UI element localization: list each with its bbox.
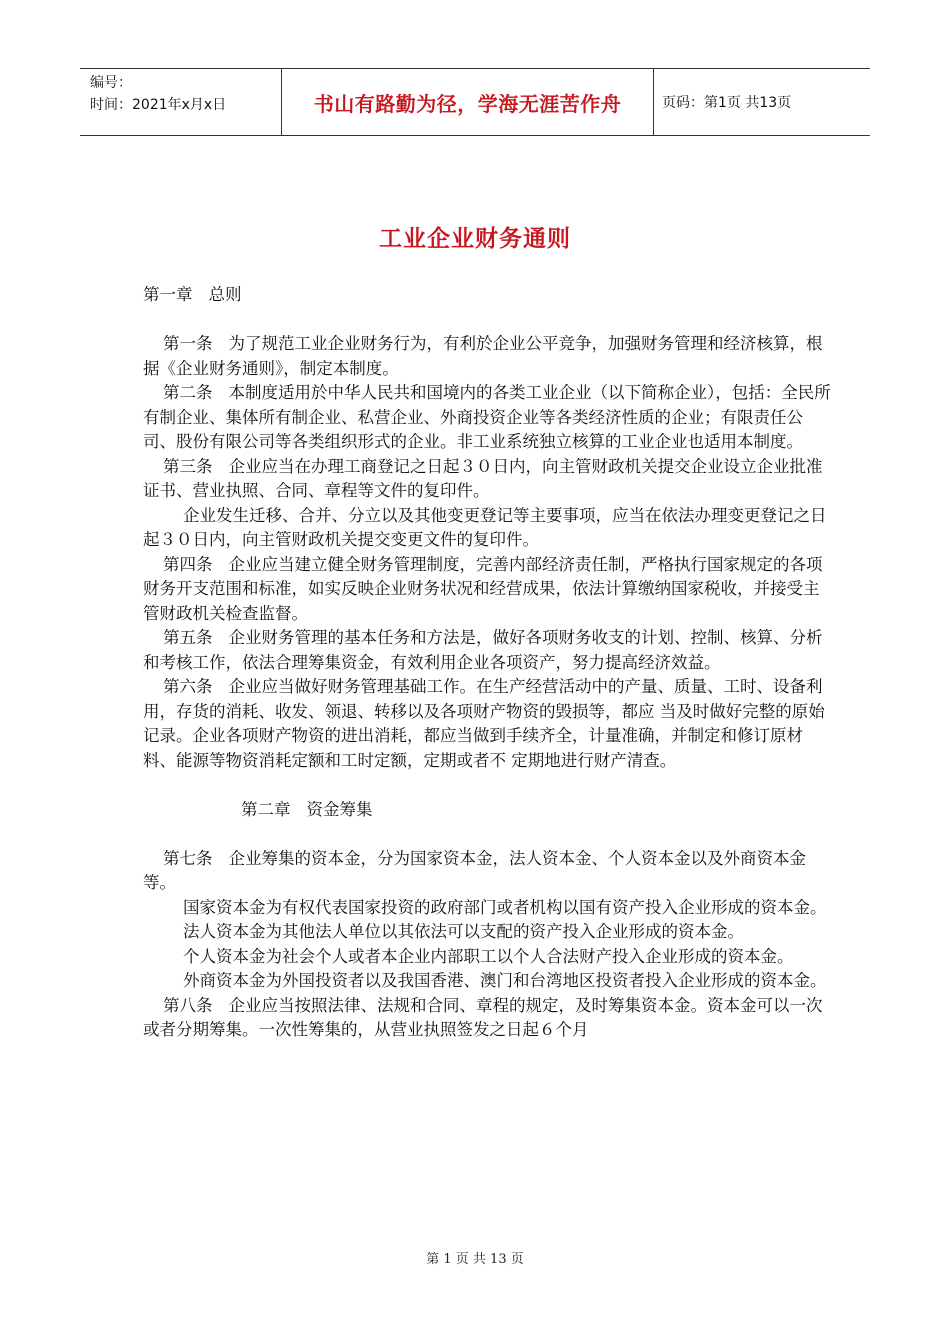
time-label: 时间：2021年x月x日: [90, 97, 227, 113]
article-number: 第七条: [163, 848, 213, 868]
paragraph-text: 国家资本金为有权代表国家投资的政府部门或者机构以国有资产投入企业形成的资本金。: [183, 897, 827, 917]
paragraph-text: 企业发生迁移、合并、分立以及其他变更登记等主要事项，应当在依法办理变更登记之日起３０日内，向主管财政机关提交变更文件的复印件。: [143, 505, 827, 549]
sub-paragraph: [143, 945, 833, 970]
chapter-number: 第一章: [143, 285, 193, 304]
chapter-number: 第二章: [241, 799, 291, 819]
page-footer: 第 1 页 共 13 页: [426, 1252, 524, 1267]
article-number: 第一条: [163, 334, 213, 353]
sub-paragraph: [143, 896, 833, 921]
chapter-heading: [143, 798, 833, 823]
article-paragraph: [143, 553, 833, 627]
article-text: 企业应当在办理工商登记之日起３０日内，向主管财政机关提交企业设立企业批准证书、营业执照、合同、章程等文件的复印件。: [143, 456, 823, 500]
paragraph-text: 外商资本金为外国投资者以及我国香港、澳门和台湾地区投资者投入企业形成的资本金。: [183, 971, 827, 990]
article-paragraph: [143, 332, 833, 381]
header-table: [80, 68, 870, 136]
article-number: 第二条: [163, 383, 213, 402]
header-page-info: 页码：第1页 共13页: [662, 95, 792, 111]
article-number: 第五条: [163, 628, 213, 647]
article-number: 第四条: [163, 554, 213, 574]
number-label: 编号：: [90, 75, 132, 91]
header-motto: 书山有路勤为径，学海无涯苦作舟: [281, 69, 654, 135]
article-paragraph: [143, 626, 833, 675]
article-paragraph: [143, 675, 833, 773]
header-left-cell: [80, 69, 281, 135]
article-number: 第八条: [163, 995, 213, 1015]
article-paragraph: [143, 381, 833, 455]
article-text: 企业应当按照法律、法规和合同、章程的规定，及时筹集资本金。资本金可以一次或者分期筹集。一次性筹集的，从营业执照签发之日起６个月: [143, 995, 823, 1039]
article-paragraph: [143, 455, 833, 504]
document-body: [143, 283, 833, 1043]
sub-paragraph: [143, 504, 833, 553]
article-text: 企业应当做好财务管理基础工作。在生产经营活动中的产量、质量、工时、设备利用，存货的消耗、收发、领退、转移以及各项财产物资的毁损等，都应 当及时做好完整的原始记录。企业各项财产物资的进出消耗，都应当做到手续齐全，计量准确，并制定和修订原材料、能源等物资消耗定额和工时定额，定期或者不 定期地进行财产清查。: [143, 677, 825, 770]
article-number: 第六条: [163, 677, 213, 696]
document-title: 工业企业财务通则: [379, 226, 571, 252]
paragraph-text: 法人资本金为其他法人单位以其依法可以支配的资产投入企业形成的资本金。: [183, 922, 744, 941]
sub-paragraph: [143, 969, 833, 994]
chapter-name: 资金筹集: [306, 799, 373, 819]
article-number: 第三条: [163, 456, 213, 476]
sub-paragraph: [143, 920, 833, 945]
paragraph-text: 个人资本金为社会个人或者本企业内部职工以个人合法财产投入企业形成的资本金。: [183, 946, 794, 966]
chapter-heading: [143, 283, 833, 308]
article-text: 企业财务管理的基本任务和方法是，做好各项财务收支的计划、控制、核算、分析和考核工作，依法合理筹集资金，有效利用企业各项资产，努力提高经济效益。: [143, 628, 823, 672]
article-text: 企业筹集的资本金，分为国家资本金，法人资本金、个人资本金以及外商资本金等。: [143, 848, 806, 892]
article-paragraph: [143, 847, 833, 896]
article-paragraph: [143, 994, 833, 1043]
article-text: 为了规范工业企业财务行为，有利於企业公平竞争，加强财务管理和经济核算，根据《企业财务通则》，制定本制度。: [143, 334, 823, 378]
chapter-name: 总则: [208, 285, 242, 304]
article-text: 本制度适用於中华人民共和国境内的各类工业企业（以下简称企业），包括：全民所有制企业、集体所有制企业、私营企业、外商投资企业等各类经济性质的企业；有限责任公司、股份有限公司等各类组织形式的企业。非工业系统独立核算的工业企业也适用本制度。: [143, 383, 831, 451]
article-text: 企业应当建立健全财务管理制度，完善内部经济责任制，严格执行国家规定的各项财务开支范围和标准，如实反映企业财务状况和经营成果，依法计算缴纳国家税收，并接受主管财政机关检查监督。: [143, 554, 823, 623]
